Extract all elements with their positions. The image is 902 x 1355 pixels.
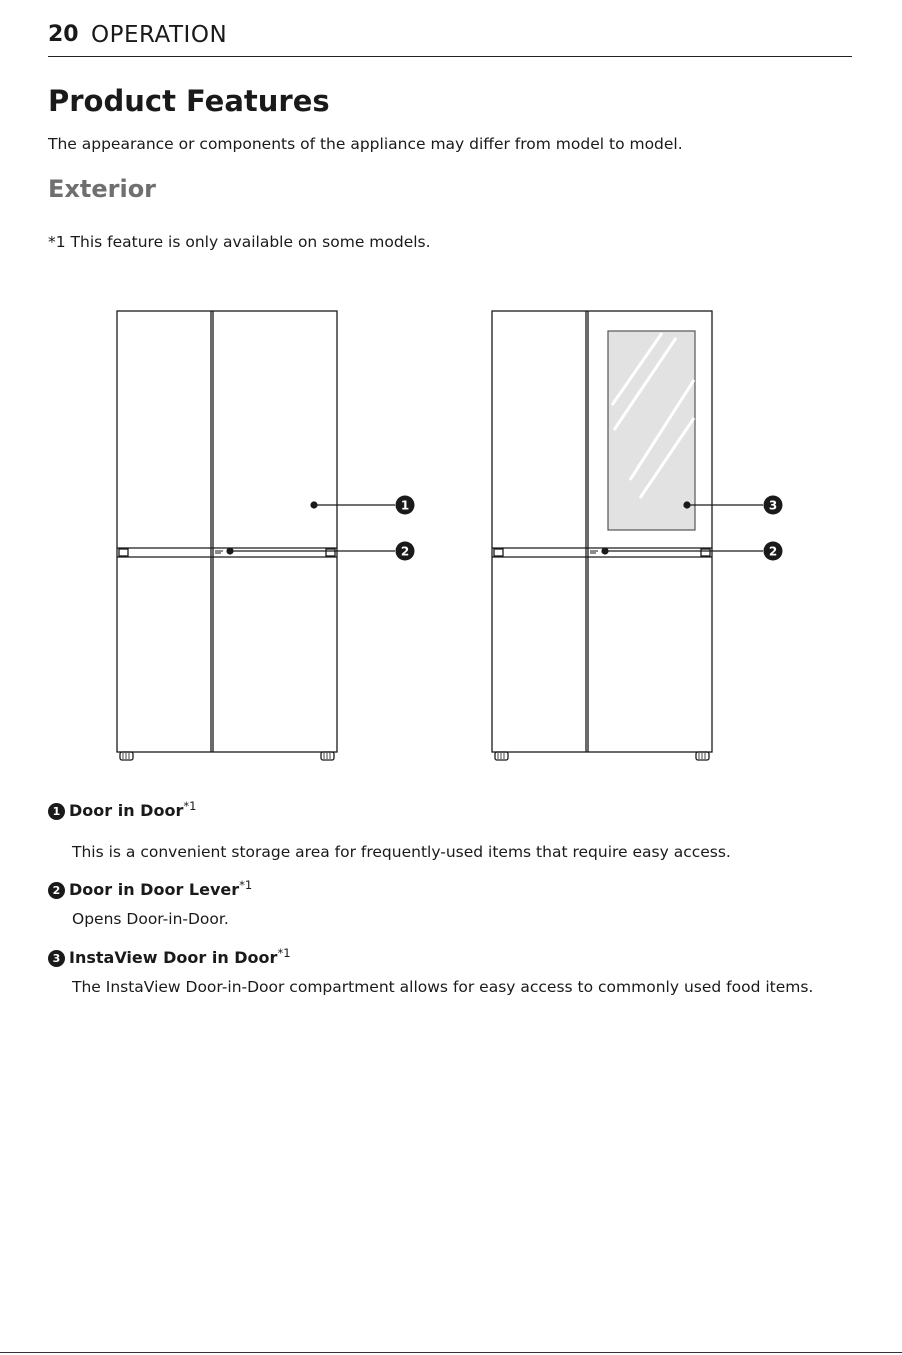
feature-name: InstaView Door in Door	[69, 948, 278, 968]
feature-number-badge: 3	[48, 950, 65, 967]
intro-text: The appearance or components of the appliance may differ from model to model.	[48, 135, 683, 153]
instaview-glass-panel	[608, 331, 695, 530]
footnote: *1 This feature is only available on some models.	[48, 233, 431, 251]
feature-door-in-door	[48, 799, 731, 861]
feature-description: This is a convenient storage area for frequently-used items that require easy access.	[72, 843, 731, 861]
callout-number: 2	[400, 544, 410, 559]
feature-footnote-marker: *1	[239, 878, 253, 892]
callout-number: 1	[400, 498, 410, 513]
feature-description: Opens Door-in-Door.	[72, 910, 229, 928]
callout-badge-2-left	[396, 542, 415, 561]
feature-description: The InstaView Door-in-Door compartment allows for easy access to commonly used food items.	[72, 978, 814, 996]
feature-door-in-door-lever	[48, 878, 253, 928]
feature-name: Door in Door	[69, 801, 184, 821]
feature-name: Door in Door Lever	[69, 880, 240, 900]
left-refrigerator	[117, 311, 337, 760]
feature-instaview-door-in-door	[48, 946, 814, 996]
left-callout-lines	[227, 502, 395, 554]
page-header	[48, 20, 852, 57]
feature-footnote-marker: *1	[277, 946, 291, 960]
page-title: Product Features	[48, 84, 330, 118]
refrigerator-diagram	[0, 300, 902, 770]
feature-footnote-marker: *1	[183, 799, 197, 813]
feature-number-badge: 1	[48, 803, 65, 820]
section-name: OPERATION	[91, 22, 228, 48]
callout-badge-1-left	[396, 496, 415, 515]
page-number: 20	[48, 22, 79, 47]
callout-number: 3	[768, 498, 778, 513]
section-subtitle: Exterior	[48, 175, 157, 203]
callout-number: 2	[768, 544, 778, 559]
bottom-rule	[0, 1352, 902, 1353]
callout-badge-3-right	[764, 496, 783, 515]
feature-number-badge: 2	[48, 882, 65, 899]
callout-badge-2-right	[764, 542, 783, 561]
